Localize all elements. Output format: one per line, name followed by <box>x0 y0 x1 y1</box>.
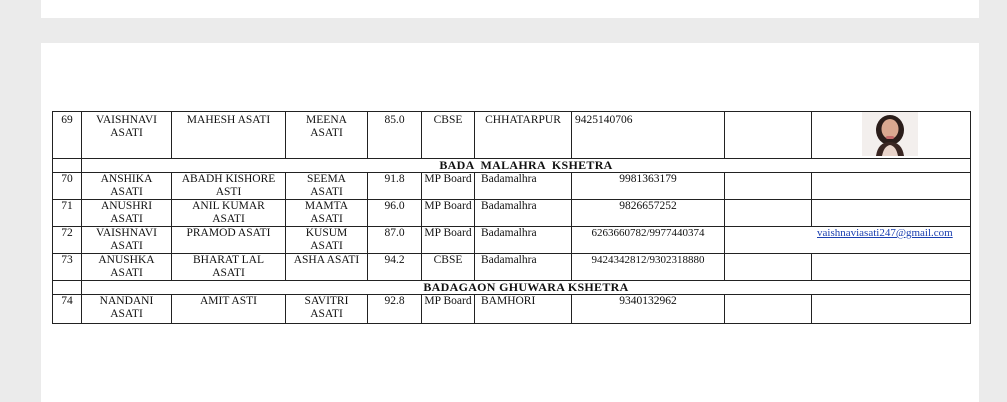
table-row <box>53 295 971 324</box>
email <box>725 227 971 254</box>
serial-number: 73 <box>53 254 82 281</box>
student-name: VAISHNAVI ASATI <box>82 112 172 159</box>
phone: 6263660782/9977440374 <box>572 227 725 254</box>
board: MP Board <box>422 173 475 200</box>
serial-number: 72 <box>53 227 82 254</box>
table-row <box>53 254 971 281</box>
father-name: ANIL KUMAR ASATI <box>172 200 286 227</box>
board: MP Board <box>422 227 475 254</box>
email <box>725 200 812 227</box>
portrait-image <box>862 112 918 156</box>
phone: 9826657252 <box>572 200 725 227</box>
father-name: AMIT ASTI <box>172 295 286 324</box>
father-name: BHARAT LAL ASATI <box>172 254 286 281</box>
serial-number: 71 <box>53 200 82 227</box>
board: MP Board <box>422 200 475 227</box>
percentage: 96.0 <box>368 200 422 227</box>
section-title: BADAGAON GHUWARA KSHETRA <box>82 281 971 295</box>
mother-name: MAMTA ASATI <box>286 200 368 227</box>
section-title: BADA MALAHRA KSHETRA <box>82 159 971 173</box>
table-row <box>53 227 971 254</box>
serial-number: 74 <box>53 295 82 324</box>
phone: 9425140706 <box>572 112 725 159</box>
board: MP Board <box>422 295 475 324</box>
student-name: ANUSHKA ASATI <box>82 254 172 281</box>
student-name: ANSHIKA ASATI <box>82 173 172 200</box>
photo-cell <box>812 173 971 200</box>
student-name: ANUSHRI ASATI <box>82 200 172 227</box>
father-name: PRAMOD ASATI <box>172 227 286 254</box>
place: Badamalhra <box>475 173 572 200</box>
mother-name: ASHA ASATI <box>286 254 368 281</box>
place: Badamalhra <box>475 254 572 281</box>
percentage: 85.0 <box>368 112 422 159</box>
table-row <box>53 112 971 159</box>
mother-name: KUSUM ASATI <box>286 227 368 254</box>
mother-name: SEEMA ASATI <box>286 173 368 200</box>
place: BAMHORI <box>475 295 572 324</box>
email <box>725 173 812 200</box>
email <box>725 254 812 281</box>
place: Badamalhra <box>475 227 572 254</box>
photo-cell <box>812 295 971 324</box>
photo-cell <box>812 254 971 281</box>
previous-page-edge <box>41 0 979 18</box>
father-name: MAHESH ASATI <box>172 112 286 159</box>
percentage: 92.8 <box>368 295 422 324</box>
student-photo <box>862 112 918 156</box>
table-row <box>53 173 971 200</box>
phone: 9424342812/9302318880 <box>572 254 725 281</box>
place: Badamalhra <box>475 200 572 227</box>
board: CBSE <box>422 254 475 281</box>
photo-cell <box>812 200 971 227</box>
place: CHHATARPUR <box>475 112 572 159</box>
mother-name: MEENA ASATI <box>286 112 368 159</box>
email <box>725 112 812 159</box>
percentage: 94.2 <box>368 254 422 281</box>
student-name: VAISHNAVI ASATI <box>82 227 172 254</box>
percentage: 87.0 <box>368 227 422 254</box>
serial-number: 70 <box>53 173 82 200</box>
percentage: 91.8 <box>368 173 422 200</box>
student-name: NANDANI ASATI <box>82 295 172 324</box>
board: CBSE <box>422 112 475 159</box>
section-header-row <box>53 281 971 295</box>
email-link[interactable]: vaishnaviasati247@gmail.com <box>817 227 953 239</box>
phone: 9340132962 <box>572 295 725 324</box>
section-header-row <box>53 159 971 173</box>
email <box>725 295 812 324</box>
serial-number: 69 <box>53 112 82 159</box>
students-table <box>52 111 971 324</box>
father-name: ABADH KISHORE ASTI <box>172 173 286 200</box>
mother-name: SAVITRI ASATI <box>286 295 368 324</box>
table-row <box>53 200 971 227</box>
phone: 9981363179 <box>572 173 725 200</box>
